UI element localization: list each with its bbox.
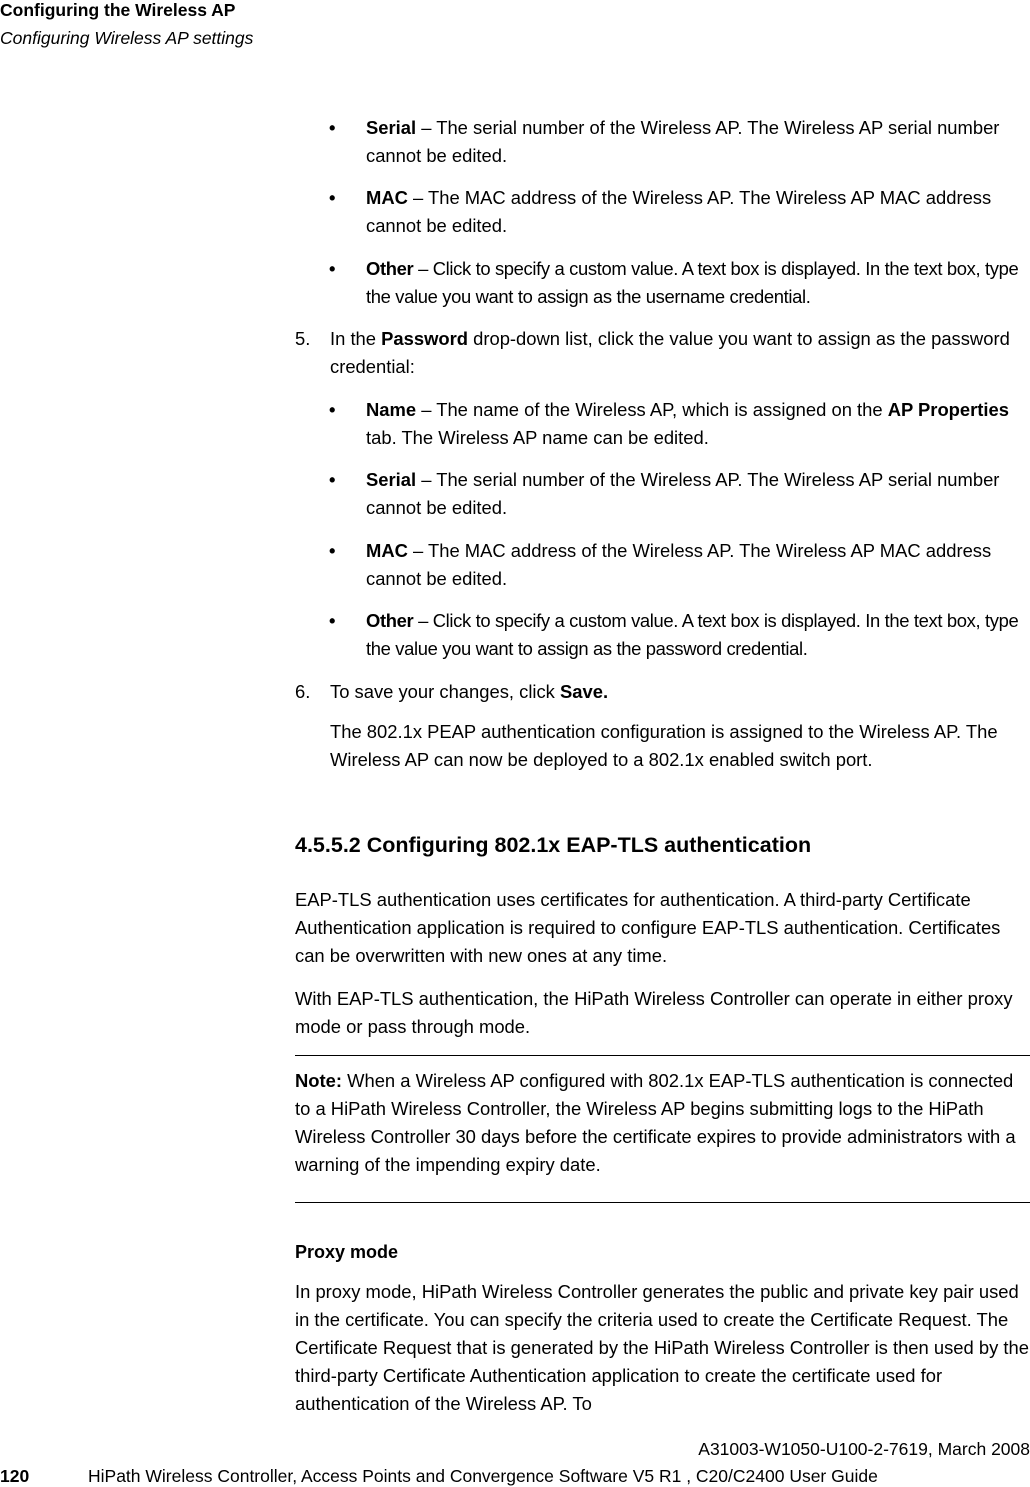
note-top-rule bbox=[295, 1055, 1030, 1056]
step-text: In the Password drop-down list, click the value you want to assign as the password credential: bbox=[330, 328, 1010, 377]
note-bottom-rule bbox=[295, 1202, 1030, 1203]
bullet-icon: • bbox=[329, 187, 336, 208]
list-item: Name – The name of the Wireless AP, which is assigned on the AP Properties tab. The Wireless AP name can be edited. bbox=[366, 399, 1009, 448]
note: Note: When a Wireless AP configured with 802.1x EAP-TLS authentication is connected to a HiPath Wireless Controller, the Wireless AP begins submitting logs to the HiPath Wireless Controller 30 days before the certificate expires to provide administrators with a warning of the impending expiry date. bbox=[295, 1070, 1016, 1175]
step-number: 5. bbox=[295, 328, 311, 349]
list-item: Other – Click to specify a custom value. A text box is displayed. In the text box, type the value you want to assign as the password credential. bbox=[366, 610, 1019, 659]
footer-title: HiPath Wireless Controller, Access Points and Convergence Software V5 R1 , C20/C2400 User Guide bbox=[88, 1466, 878, 1486]
bullet-icon: • bbox=[329, 469, 336, 490]
running-header-section: Configuring Wireless AP settings bbox=[0, 28, 254, 48]
list-item: Serial – The serial number of the Wireless AP. The Wireless AP serial number cannot be edited. bbox=[366, 469, 1000, 518]
paragraph: With EAP-TLS authentication, the HiPath Wireless Controller can operate in either proxy mode or pass through mode. bbox=[295, 988, 1013, 1037]
bullet-icon: • bbox=[329, 258, 336, 279]
footer bbox=[0, 1465, 878, 1487]
list-item: Other – Click to specify a custom value. A text box is displayed. In the text box, type the value you want to assign as the username credential. bbox=[366, 258, 1019, 307]
paragraph: EAP-TLS authentication uses certificates for authentication. A third-party Certificate Authentication application is required to configure EAP-TLS authentication. Certificates can be overwritten with new ones at any time. bbox=[295, 889, 1001, 966]
step-result: The 802.1x PEAP authentication configuration is assigned to the Wireless AP. The Wireless AP can now be deployed to a 802.1x enabled switch port. bbox=[330, 721, 998, 770]
paragraph: In proxy mode, HiPath Wireless Controller generates the public and private key pair used in the certificate. You can specify the criteria used to create the Certificate Request. The Certificate Request that is generated by the HiPath Wireless Controller is then used by the third-party Certificate Authentication application to create the certificate used for authentication of the Wireless AP. To bbox=[295, 1281, 1029, 1414]
list-item: Serial – The serial number of the Wireless AP. The Wireless AP serial number cannot be edited. bbox=[366, 117, 1000, 166]
running-header-chapter: Configuring the Wireless AP bbox=[0, 0, 236, 20]
list-item: MAC – The MAC address of the Wireless AP. The Wireless AP MAC address cannot be edited. bbox=[366, 187, 992, 236]
section-heading: 4.5.5.2 Configuring 802.1x EAP-TLS authentication bbox=[295, 833, 812, 857]
list-item: MAC – The MAC address of the Wireless AP. The Wireless AP MAC address cannot be edited. bbox=[366, 540, 992, 589]
bullet-icon: • bbox=[329, 540, 336, 561]
step-text: To save your changes, click Save. bbox=[330, 681, 609, 702]
footer-doc-id: A31003-W1050-U100-2-7619, March 2008 bbox=[698, 1439, 1030, 1459]
step-number: 6. bbox=[295, 681, 311, 702]
bullet-icon: • bbox=[329, 399, 336, 420]
page-number: 120 bbox=[0, 1466, 30, 1486]
bullet-icon: • bbox=[329, 117, 336, 138]
subheading-proxy-mode: Proxy mode bbox=[295, 1242, 399, 1262]
bullet-icon: • bbox=[329, 610, 336, 631]
